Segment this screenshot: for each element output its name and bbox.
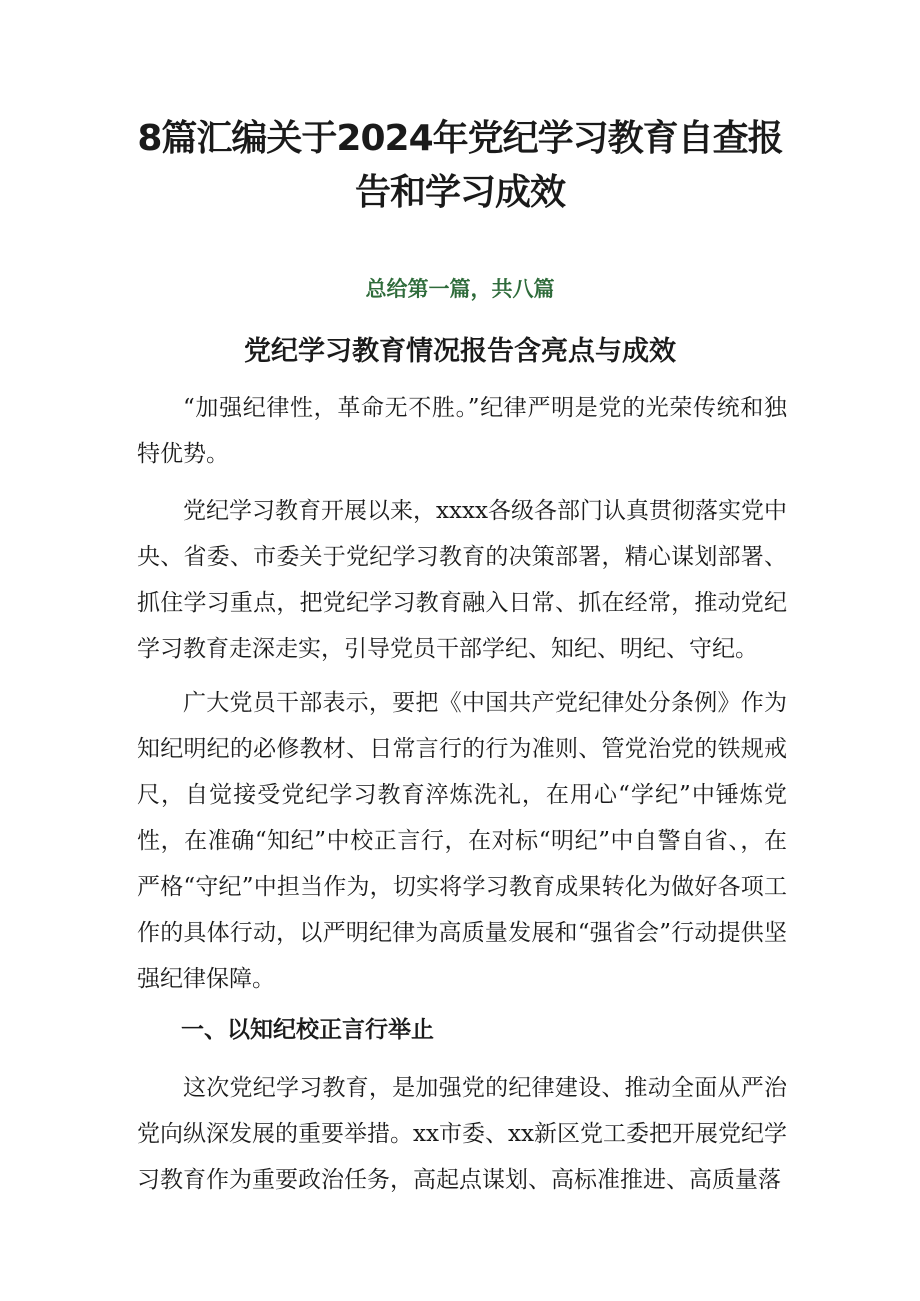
section-heading-1: 一、以知纪校正言行举止	[181, 1017, 434, 1043]
paragraph-section-1: 这次党纪学习教育，是加强党的纪律建设、推动全面从严治党向纵深发展的重要举措。xx市委、xx新区党工委把开展党纪学习教育作为重要政治任务，高起点谋划、高标准推进、高质量落	[137, 1075, 787, 1193]
section-label: 总给第一篇，共八篇	[365, 277, 555, 301]
document-title: 8篇汇编关于2024年党纪学习教育自查报告和学习成效	[137, 118, 783, 213]
article-title: 党纪学习教育情况报告含亮点与成效	[244, 336, 676, 367]
paragraph-overview: 党纪学习教育开展以来，xxxx各级各部门认真贯彻落实党中央、省委、市委关于党纪学习教育的决策部署，精心谋划部署、抓住学习重点，把党纪学习教育融入日常、抓在经常，推动党纪学习教育走深走实，引导党员干部学纪、知纪、明纪、守纪。	[137, 498, 787, 662]
paragraph-intro: “加强纪律性，革命无不胜。”纪律严明是党的光荣传统和独特优势。	[137, 395, 787, 467]
paragraph-statement: 广大党员干部表示，要把《中国共产党纪律处分条例》作为知纪明纪的必修教材、日常言行的行为准则、管党治党的铁规戒尺，自觉接受党纪学习教育淬炼洗礼，在用心“学纪”中锤炼党性，在准确“知纪”中校正言行，在对标“明纪”中自警自省、，在严格“守纪”中担当作为，切实将学习教育成果转化为做好各项工作的具体行动，以严明纪律为高质量发展和“强省会”行动提供坚强纪律保障。	[137, 690, 787, 992]
